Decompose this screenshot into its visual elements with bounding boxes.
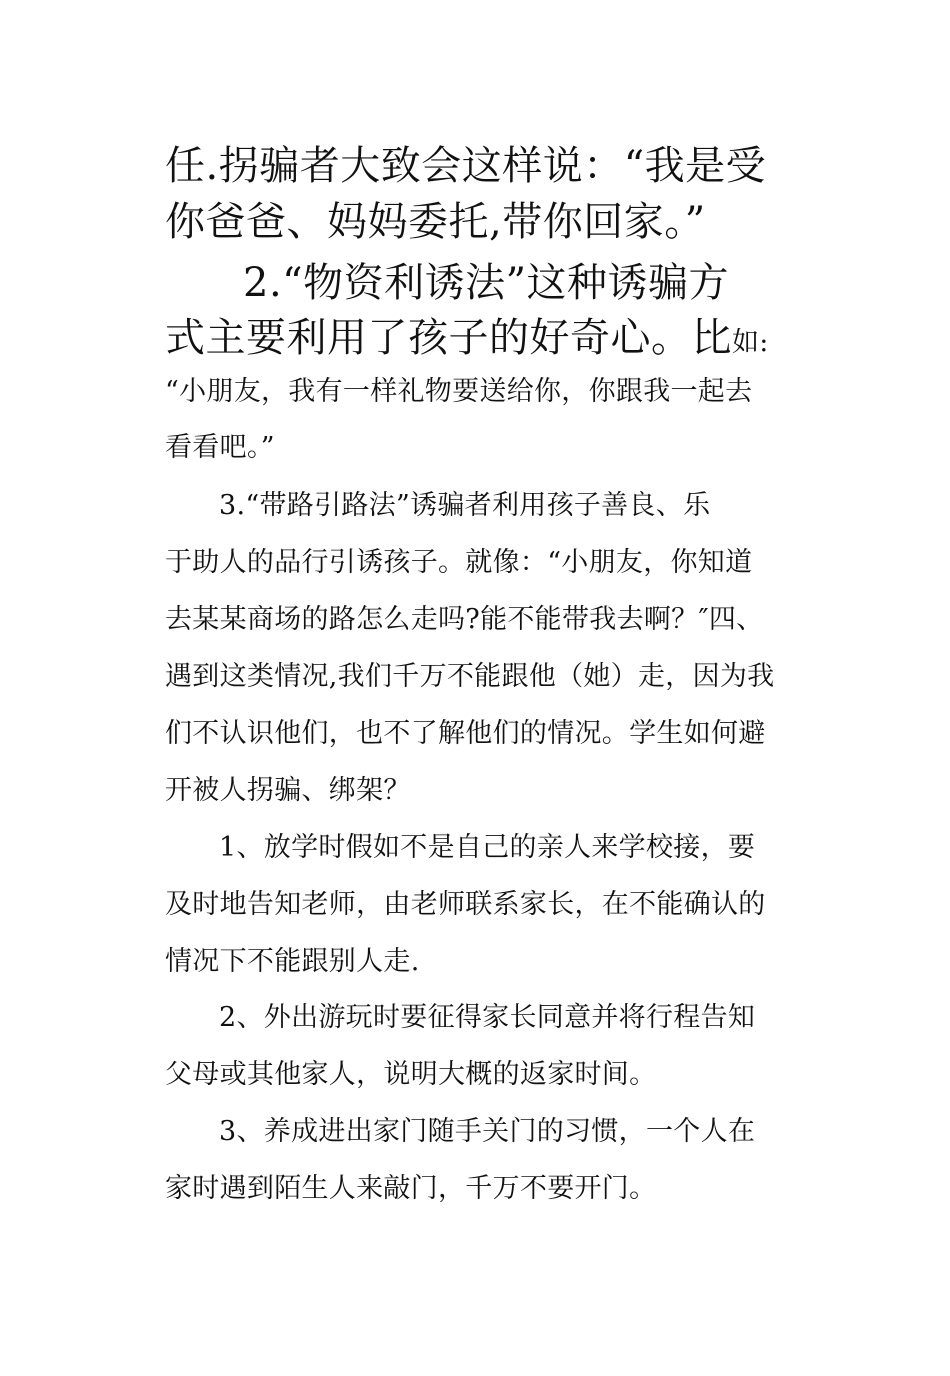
text-line: [165, 312, 790, 364]
text-line: 任.拐骗者大致会这样说：“我是受: [165, 143, 767, 189]
text-line: 遇到这类情况,我们千万不能跟他（她）走，因为我: [165, 661, 775, 692]
text-line: 3、养成进出家门随手关门的习惯，一个人在: [219, 1116, 756, 1147]
text-line: 开被人拐骗、绑架？: [165, 775, 411, 806]
text-line: 们不认识他们，也不了解他们的情况。学生如何避: [165, 718, 766, 749]
text-line: 于助人的品行引诱孩子。就像：“小朋友，你知道: [165, 547, 753, 578]
text-line: 情况下不能跟别人走.: [165, 946, 420, 977]
text-line: 2、外出游玩时要征得家长同意并将行程告知: [219, 1002, 756, 1033]
text-line: 2.“物资利诱法”这种诱骗方: [243, 260, 730, 306]
text-line: 父母或其他家人，说明大概的返家时间。: [165, 1059, 657, 1090]
text-line: 家时遇到陌生人来敲门，千万不要开门。: [165, 1173, 657, 1204]
text-line: 3.“带路引路法”诱骗者利用孩子善良、乐: [219, 490, 711, 521]
text-line: 你爸爸、妈妈委托,带你回家。”: [165, 199, 706, 245]
text-line: 及时地告知老师，由老师联系家长，在不能确认的: [165, 889, 766, 920]
text-line: 去某某商场的路怎么走吗?能不能带我去啊？″四、: [165, 604, 764, 635]
text-segment: 式主要利用了孩子的好奇心。比: [165, 315, 732, 361]
text-line: “小朋友，我有一样礼物要送给你，你跟我一起去: [165, 376, 753, 407]
text-segment: 如:: [732, 327, 769, 358]
text-line: 1、放学时假如不是自己的亲人来学校接，要: [219, 832, 756, 863]
text-line: 看看吧。”: [165, 432, 275, 463]
